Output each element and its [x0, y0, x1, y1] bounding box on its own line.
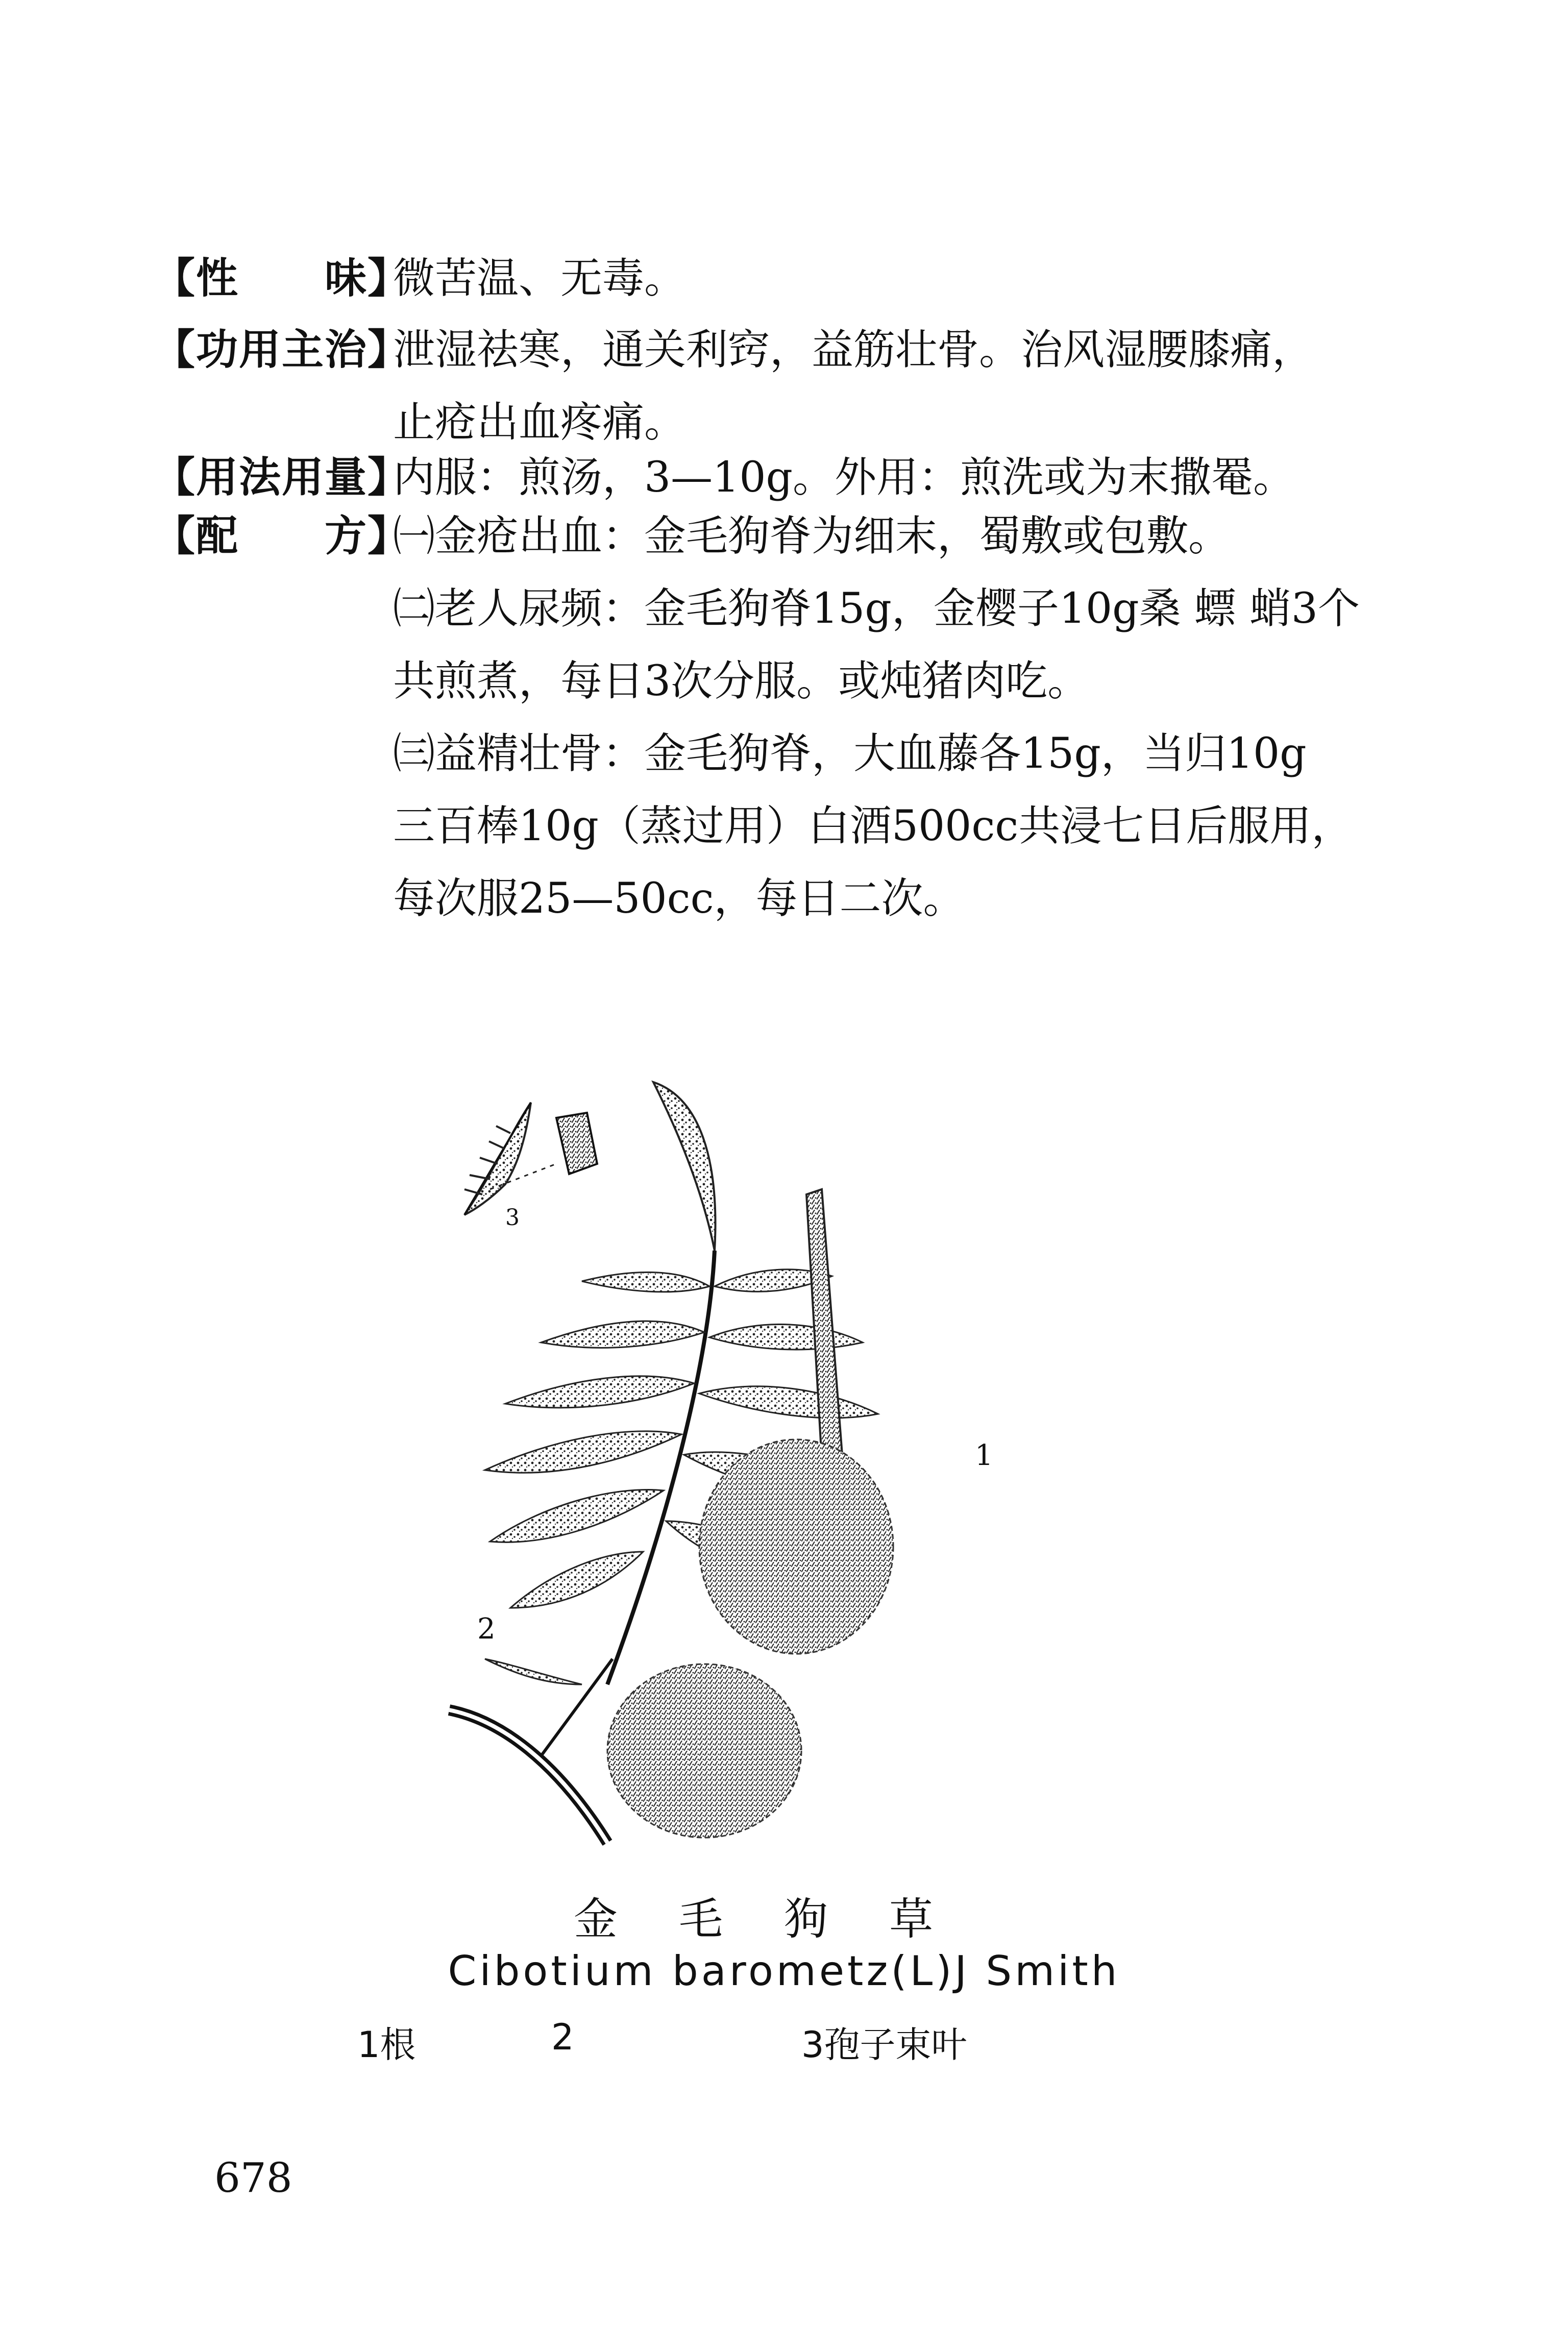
entry-line: ㈠金疮出血：金毛狗脊为细末，蜀敷或包敷。 — [393, 512, 1231, 560]
entry-function — [153, 326, 1314, 447]
entry-line: 微苦温、无毒。 — [393, 254, 687, 303]
entry-line: 止疮出血疼痛。 — [393, 398, 687, 447]
pinna-detail — [464, 1103, 531, 1215]
entry-label: 【性 味】 — [153, 254, 411, 303]
entry-line: 共煎煮，每日3次分服。或炖猪肉吃。 — [393, 657, 1090, 705]
plant-chinese-name: 金毛狗草 — [574, 1894, 994, 1945]
entry-label: 【用法用量】 — [153, 453, 411, 502]
frond-rachis — [607, 1251, 715, 1684]
entry-line: ㈢益精壮骨：金毛狗脊，大血藤各15g，当归10g — [393, 729, 1307, 778]
frond-tip — [653, 1082, 716, 1251]
part-label: 3孢子束叶 — [801, 2024, 967, 2066]
plant-latin-name: Cibotium barometz(L)J Smith — [448, 1947, 1120, 1995]
stipe — [449, 1659, 612, 1843]
marker-2: 2 — [477, 1612, 496, 1646]
entry-label: 【配 方】 — [153, 512, 411, 560]
entry-taste — [153, 254, 687, 303]
entry-line: 内服：煎汤，3—10g。外用：煎洗或为末撒罨。 — [393, 453, 1295, 502]
page-number: 678 — [214, 2154, 292, 2202]
marker-3: 3 — [505, 1205, 520, 1231]
entry-line: ㈡老人尿频：金毛狗脊15g，金樱子10g桑 螵 蛸3个 — [393, 584, 1360, 633]
entry-line: 泄湿祛寒，通关利窍，益筋壮骨。治风湿腰膝痛， — [393, 326, 1314, 374]
marker-1: 1 — [975, 1439, 993, 1472]
part-label: 2 — [551, 2016, 574, 2058]
entry-prescription — [153, 512, 1360, 923]
part-label: 1根 — [357, 2024, 416, 2066]
fern-illustration — [388, 1046, 1031, 1873]
entry-usage — [153, 453, 1295, 502]
entry-line: 每次服25—50cc，每日二次。 — [393, 874, 965, 923]
entry-label: 【功用主治】 — [153, 326, 411, 374]
entry-line: 三百棒10g（蒸过用）白酒500cc共浸七日后服用， — [393, 802, 1354, 850]
